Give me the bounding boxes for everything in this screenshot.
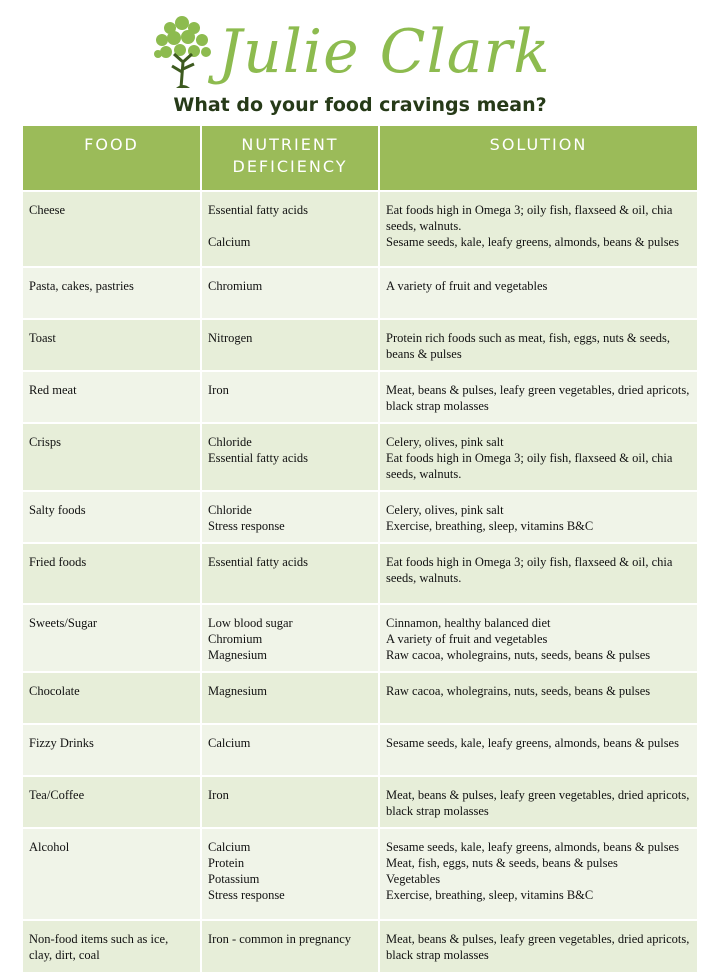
solution-text: Eat foods high in Omega 3; oily fish, flaxseed & oil, chia seeds, walnuts. <box>386 203 676 233</box>
solution-text: Sesame seeds, kale, leafy greens, almonds, beans & pulses <box>386 235 679 249</box>
nutrient-cell <box>201 267 379 319</box>
solution-cell <box>379 543 697 604</box>
solution-text: Eat foods high in Omega 3; oily fish, flaxseed & oil, chia seeds, walnuts. <box>386 451 676 481</box>
solution-text: Raw cacoa, wholegrains, nuts, seeds, beans & pulses <box>386 684 651 698</box>
page-subtitle: What do your food cravings mean? <box>173 94 547 116</box>
table-row <box>23 604 697 672</box>
nutrient-text: Magnesium <box>208 684 268 698</box>
nutrient-text: Potassium <box>208 872 260 886</box>
solution-cell <box>379 319 697 371</box>
solution-cell <box>379 672 697 724</box>
solution-text: Raw cacoa, wholegrains, nuts, seeds, beans & pulses <box>386 648 651 662</box>
nutrient-cell <box>201 672 379 724</box>
nutrient-text: Calcium <box>208 235 251 249</box>
nutrient-cell <box>201 604 379 672</box>
food-text: Fizzy Drinks <box>29 736 94 750</box>
nutrient-text <box>208 218 372 234</box>
food-cell <box>23 828 201 920</box>
food-text: Cheese <box>29 203 66 217</box>
nutrient-cell <box>201 423 379 491</box>
solution-text: Sesame seeds, kale, leafy greens, almonds, beans & pulses <box>386 736 679 750</box>
nutrient-text: Nitrogen <box>208 331 253 345</box>
food-text: Red meat <box>29 383 77 397</box>
solution-cell <box>379 491 697 543</box>
table-row <box>23 491 697 543</box>
header-food: FOOD <box>23 126 201 191</box>
food-cell <box>23 724 201 776</box>
table-row <box>23 423 697 491</box>
nutrient-text: Iron <box>208 788 229 802</box>
solution-cell <box>379 776 697 828</box>
cravings-table <box>23 126 697 972</box>
solution-text: Meat, fish, eggs, nuts & seeds, beans & pulses <box>386 856 618 870</box>
nutrient-text: Chromium <box>208 279 263 293</box>
nutrient-text: Iron <box>208 383 229 397</box>
brand-name: Julie Clark <box>218 17 551 87</box>
nutrient-text: Chromium <box>208 632 263 646</box>
food-cell <box>23 604 201 672</box>
food-cell <box>23 191 201 267</box>
table-row <box>23 267 697 319</box>
food-cell <box>23 920 201 972</box>
table-row <box>23 724 697 776</box>
nutrient-text: Essential fatty acids <box>208 555 308 569</box>
solution-text: Eat foods high in Omega 3; oily fish, flaxseed & oil, chia seeds, walnuts. <box>386 555 676 585</box>
tree-logo-icon <box>152 14 214 90</box>
solution-text: Meat, beans & pulses, leafy green vegetables, dried apricots, black strap molasses <box>386 788 693 818</box>
nutrient-text: Protein <box>208 856 245 870</box>
food-text: Salty foods <box>29 503 86 517</box>
food-cell <box>23 672 201 724</box>
food-cell <box>23 371 201 423</box>
solution-text: Celery, olives, pink salt <box>386 435 504 449</box>
nutrient-cell <box>201 191 379 267</box>
solution-cell <box>379 423 697 491</box>
solution-cell <box>379 828 697 920</box>
solution-cell <box>379 267 697 319</box>
food-text: Fried foods <box>29 555 87 569</box>
food-cell <box>23 423 201 491</box>
nutrient-text: Iron - common in pregnancy <box>208 932 352 946</box>
food-text: Crisps <box>29 435 61 449</box>
nutrient-cell <box>201 724 379 776</box>
nutrient-cell <box>201 543 379 604</box>
food-cell <box>23 319 201 371</box>
nutrient-text: Calcium <box>208 840 251 854</box>
nutrient-cell <box>201 776 379 828</box>
food-cell <box>23 491 201 543</box>
nutrient-cell <box>201 491 379 543</box>
solution-text: Protein rich foods such as meat, fish, eggs, nuts & seeds, beans & pulses <box>386 331 674 361</box>
food-text: Alcohol <box>29 840 70 854</box>
food-text: Sweets/Sugar <box>29 616 98 630</box>
solution-text: Celery, olives, pink salt <box>386 503 504 517</box>
nutrient-text: Stress response <box>208 888 285 902</box>
nutrient-cell <box>201 920 379 972</box>
nutrient-cell <box>201 371 379 423</box>
solution-cell <box>379 604 697 672</box>
nutrient-text: Calcium <box>208 736 251 750</box>
solution-text: Exercise, breathing, sleep, vitamins B&C <box>386 888 594 902</box>
solution-cell <box>379 191 697 267</box>
nutrient-cell <box>201 319 379 371</box>
food-cell <box>23 267 201 319</box>
food-text: Tea/Coffee <box>29 788 85 802</box>
solution-text: Cinnamon, healthy balanced diet <box>386 616 551 630</box>
solution-cell <box>379 920 697 972</box>
solution-text: A variety of fruit and vegetables <box>386 632 548 646</box>
table-row <box>23 920 697 972</box>
solution-text: A variety of fruit and vegetables <box>386 279 548 293</box>
table-row <box>23 828 697 920</box>
food-text: Chocolate <box>29 684 80 698</box>
food-cell <box>23 776 201 828</box>
solution-text: Exercise, breathing, sleep, vitamins B&C <box>386 519 594 533</box>
nutrient-text: Chloride <box>208 435 252 449</box>
food-cell <box>23 543 201 604</box>
nutrient-text: Essential fatty acids <box>208 451 308 465</box>
solution-text: Vegetables <box>386 872 441 886</box>
table-row <box>23 191 697 267</box>
table-row <box>23 776 697 828</box>
nutrient-text: Low blood sugar <box>208 616 293 630</box>
food-text: Pasta, cakes, pastries <box>29 279 134 293</box>
solution-text: Sesame seeds, kale, leafy greens, almonds, beans & pulses <box>386 840 679 854</box>
table-row <box>23 672 697 724</box>
food-text: Non-food items such as ice, clay, dirt, coal <box>29 932 172 962</box>
solution-text: Meat, beans & pulses, leafy green vegetables, dried apricots, black strap molasses <box>386 383 693 413</box>
table-row <box>23 371 697 423</box>
table-row <box>23 543 697 604</box>
header <box>0 0 720 125</box>
header-solution: SOLUTION <box>379 126 697 191</box>
nutrient-text: Essential fatty acids <box>208 203 308 217</box>
table-header-row <box>23 126 697 191</box>
nutrient-cell <box>201 828 379 920</box>
table-row <box>23 319 697 371</box>
nutrient-text: Magnesium <box>208 648 268 662</box>
solution-cell <box>379 371 697 423</box>
solution-text: Meat, beans & pulses, leafy green vegetables, dried apricots, black strap molasses <box>386 932 693 962</box>
header-nutrient-deficiency: NUTRIENT DEFICIENCY <box>201 126 379 191</box>
nutrient-text: Chloride <box>208 503 252 517</box>
nutrient-text: Stress response <box>208 519 285 533</box>
food-text: Toast <box>29 331 56 345</box>
solution-cell <box>379 724 697 776</box>
